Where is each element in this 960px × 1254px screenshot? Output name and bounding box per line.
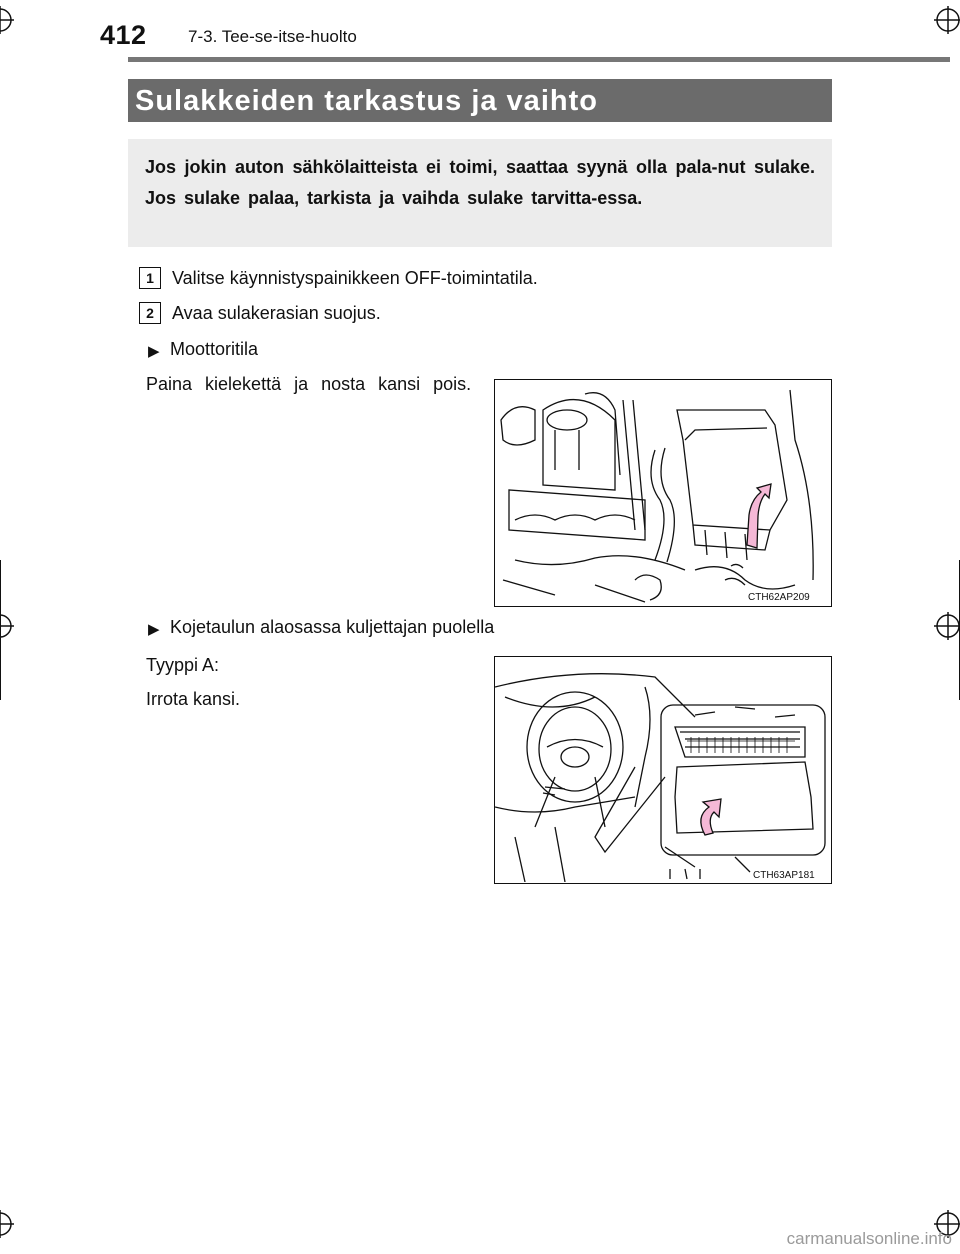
engine-fuse-box-figure: [494, 379, 832, 607]
crop-line: [0, 560, 1, 700]
page-number: 412: [100, 20, 147, 50]
watermark[interactable]: carmanualsonline.info: [786, 1229, 952, 1248]
step-number-box: 2: [139, 302, 161, 324]
figure-code: CTH63AP181: [753, 870, 815, 881]
step-text: Avaa sulakerasian suojus.: [172, 303, 381, 323]
registration-mark-icon: [0, 6, 14, 34]
bullet-heading: Kojetaulun alaosassa kuljettajan puolella: [170, 617, 495, 637]
section-heading: 7-3. Tee-se-itse-huolto: [188, 27, 357, 46]
instruction-text: Paina kielekettä ja nosta kansi pois.: [146, 374, 472, 394]
triangle-bullet-icon: ▶: [148, 621, 160, 638]
intro-text: Jos jokin auton sähkölaitteista ei toimi, saattaa syynä olla pala-nut sulake. Jos sulake palaa, tarkista ja vaihda sulake tarvitta-essa.: [145, 157, 815, 208]
bullet-heading: Moottoritila: [170, 339, 259, 359]
type-label: Tyyppi A:: [146, 655, 220, 675]
instruction-text: Irrota kansi.: [146, 689, 241, 709]
dashboard-fuse-box-figure: [494, 656, 832, 884]
engine-compartment-illustration: [495, 380, 830, 605]
dashboard-illustration: [495, 657, 830, 882]
triangle-bullet-icon: ▶: [148, 343, 160, 360]
step-number-box: 1: [139, 267, 161, 289]
registration-mark-icon: [934, 6, 960, 34]
registration-mark-icon: [934, 612, 960, 640]
header-rule: [128, 57, 950, 62]
registration-mark-icon: [0, 612, 14, 640]
figure-code: CTH62AP209: [748, 592, 810, 603]
intro-box: [128, 139, 832, 247]
removal-arrow-icon: [701, 799, 721, 835]
page-title: Sulakkeiden tarkastus ja vaihto: [128, 79, 832, 122]
step-text: Valitse käynnistyspainikkeen OFF-toimintatila.: [172, 268, 538, 288]
registration-mark-icon: [0, 1210, 14, 1238]
